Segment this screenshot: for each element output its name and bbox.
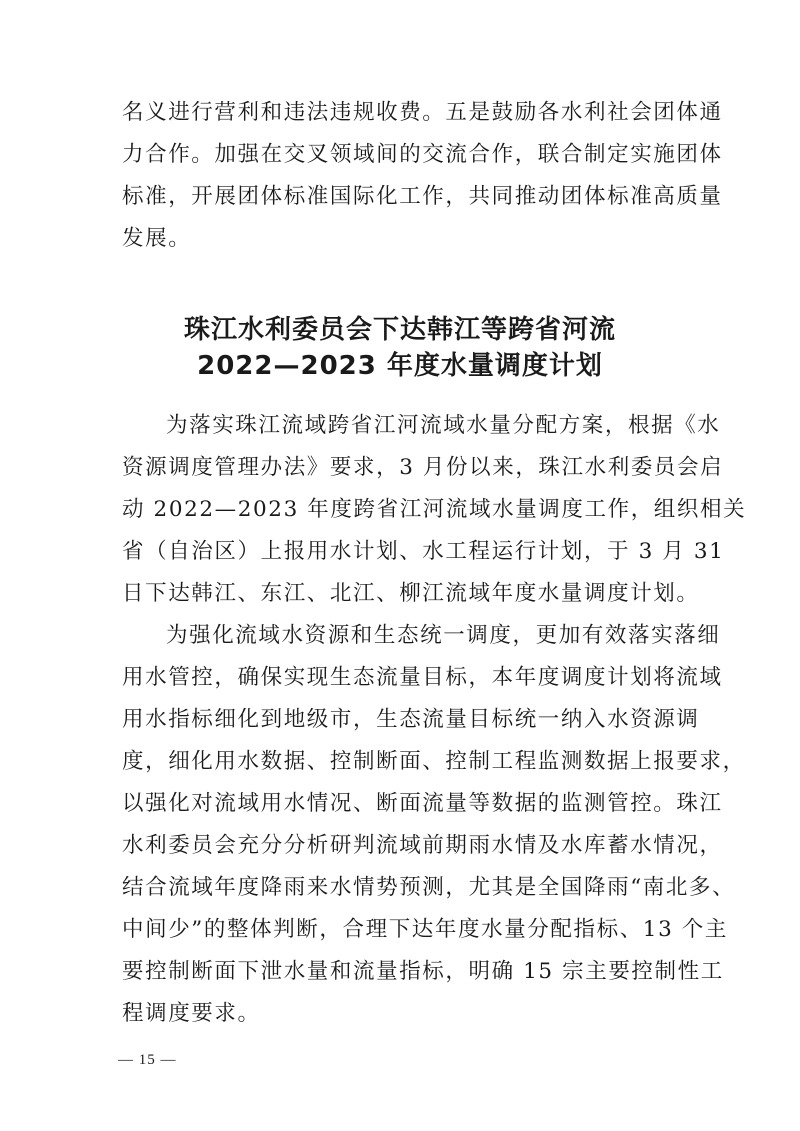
intro-line-1: 名义进行营利和违法违规收费。五是鼓励各水利社会团体通 — [122, 100, 723, 125]
paragraph-2-line-10: 程调度要求。 — [122, 1001, 261, 1026]
paragraph-1-line-3: 动 2022—2023 年度跨省江河流域水量调度工作，组织相关 — [122, 497, 747, 522]
intro-line-4: 发展。 — [122, 226, 192, 251]
page-number: — 15 — — [118, 1052, 177, 1068]
paragraph-1-line-4: 省（自治区）上报用水计划、水工程运行计划，于 3 月 31 — [122, 539, 725, 564]
intro-line-2: 力合作。加强在交叉领域间的交流合作，联合制定实施团体 — [122, 142, 723, 167]
paragraph-2-line-7: 结合流域年度降雨来水情势预测，尤其是全国降雨“南北多、 — [122, 875, 736, 900]
paragraph-2-line-8: 中间少”的整体判断，合理下达年度水量分配指标、13 个主 — [122, 917, 728, 942]
paragraph-1-line-1: 为落实珠江流域跨省江河流域水量分配方案，根据《水 — [166, 413, 721, 438]
paragraph-2-line-4: 度，细化用水数据、控制断面、控制工程监测数据上报要求， — [122, 749, 746, 774]
paragraph-1-line-5: 日下达韩江、东江、北江、柳江流域年度水量调度计划。 — [122, 581, 700, 606]
paragraph-1-line-2: 资源调度管理办法》要求，3 月份以来，珠江水利委员会启 — [122, 455, 724, 480]
paragraph-2-line-3: 用水指标细化到地级市，生态流量目标统一纳入水资源调 — [122, 707, 700, 732]
paragraph-2-line-5: 以强化对流域用水情况、断面流量等数据的监测管控。珠江 — [122, 791, 723, 816]
paragraph-2-line-9: 要控制断面下泄水量和流量指标，明确 15 宗主要控制性工 — [122, 959, 724, 984]
paragraph-2-line-6: 水利委员会充分分析研判流域前期雨水情及水库蓄水情况， — [122, 833, 723, 858]
paragraph-2-line-1: 为强化流域水资源和生态统一调度，更加有效落实落细 — [166, 623, 721, 648]
article-title-line-1: 珠江水利委员会下达韩江等跨省河流 — [183, 315, 616, 345]
intro-line-3: 标准，开展团体标准国际化工作，共同推动团体标准高质量 — [122, 184, 723, 209]
article-title-line-2: 2022—2023 年度水量调度计划 — [197, 351, 603, 381]
paragraph-2-line-2: 用水管控，确保实现生态流量目标，本年度调度计划将流域 — [122, 665, 723, 690]
